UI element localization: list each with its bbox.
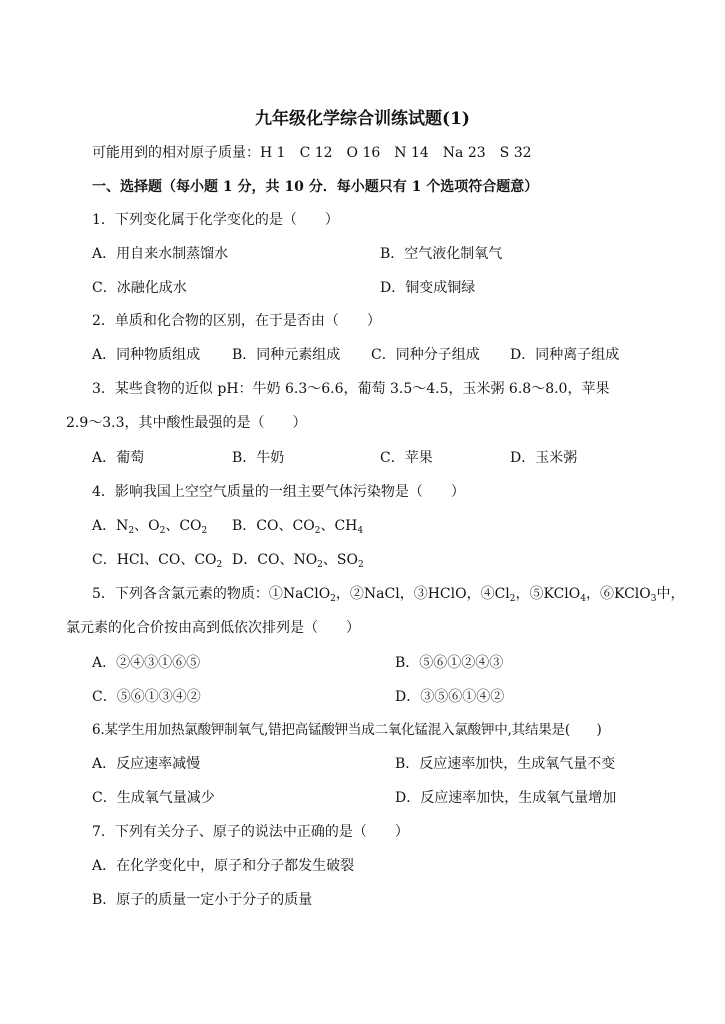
q2-option-c: C．同种分子组成 [371, 347, 480, 363]
atomic-masses: 可能用到的相对原子质量：H 1 C 12 O 16 N 14 Na 23 S 32 [92, 145, 532, 161]
q1-option-a: A．用自来水制蒸馏水 [92, 246, 229, 262]
q6-option-b: B．反应速率加快，生成氧气量不变 [395, 756, 616, 772]
q4-option-b: B．CO、$CO_2$、$CH_4$ [232, 518, 364, 536]
q1-option-b: B．空气液化制氧气 [380, 246, 503, 262]
q5-option-c: C．⑤⑥①③④② [92, 689, 201, 705]
q5-stem-line1: 5．下列各含氯元素的物质：①NaClO$_2$，②NaCl，③HClO，$④Cl_2$，⑤KClO$_4$，⑥KClO$_3$中， [92, 586, 685, 604]
q6-stem: 6.某学生用加热氯酸钾制氧气,错把高锰酸钾当成二氧化锰混入氯酸钾中,其结果是( ) [92, 722, 602, 738]
q5-option-a: A．②④③①⑥⑤ [92, 655, 201, 671]
q5-option-d: D．③⑤⑥①④② [395, 689, 505, 705]
q7-option-b: B．原子的质量一定小于分子的质量 [92, 892, 313, 908]
q5-option-b: B．⑤⑥①②④③ [395, 655, 504, 671]
q1-option-d: D．铜变成铜绿 [380, 280, 476, 296]
q3-option-d: D．玉米粥 [510, 450, 578, 466]
q6-option-a: A．反应速率减慢 [92, 756, 201, 772]
q4-stem: 4．影响我国上空空气质量的一组主要气体污染物是（ ） [92, 484, 465, 500]
q3-stem-line2: 2.9～3.3，其中酸性最强的是（ ） [66, 415, 307, 431]
section-heading: 一、选择题（每小题 1 分，共 10 分．每小题只有 1 个选项符合题意） [92, 179, 539, 195]
q4-option-d: D．CO、$NO_2$、$SO_2$ [232, 552, 364, 570]
q4-option-c: C．HCl、CO、$CO_2$ [92, 552, 223, 570]
q1-stem: 1．下列变化属于化学变化的是（ ） [92, 212, 339, 228]
q3-stem-line1: 3．某些食物的近似 pH：牛奶 6.3～6.6，葡萄 3.5～4.5，玉米粥 6.8～8.0，苹果 [92, 381, 610, 397]
q2-option-d: D．同种离子组成 [510, 347, 620, 363]
q2-stem: 2．单质和化合物的区别，在于是否由（ ） [92, 313, 381, 329]
q4-option-a: A．$N_2$、$O_2$、$CO_2$ [92, 518, 208, 536]
q2-option-b: B．同种元素组成 [232, 347, 341, 363]
q7-option-a: A．在化学变化中，原子和分子都发生破裂 [92, 858, 355, 874]
q5-stem-line2: 氯元素的化合价按由高到低依次排列是（ ） [66, 620, 360, 636]
q3-option-c: C．苹果 [380, 450, 433, 466]
q7-stem: 7．下列有关分子、原子的说法中正确的是（ ） [92, 824, 409, 840]
q1-option-c: C．冰融化成水 [92, 280, 187, 296]
q3-option-b: B．牛奶 [232, 450, 285, 466]
q2-option-a: A．同种物质组成 [92, 347, 201, 363]
q3-option-a: A．葡萄 [92, 450, 145, 466]
q6-option-d: D．反应速率加快，生成氧气量增加 [395, 790, 617, 806]
q6-option-c: C．生成氧气量减少 [92, 790, 215, 806]
page-title: 九年级化学综合训练试题(1) [255, 109, 470, 129]
